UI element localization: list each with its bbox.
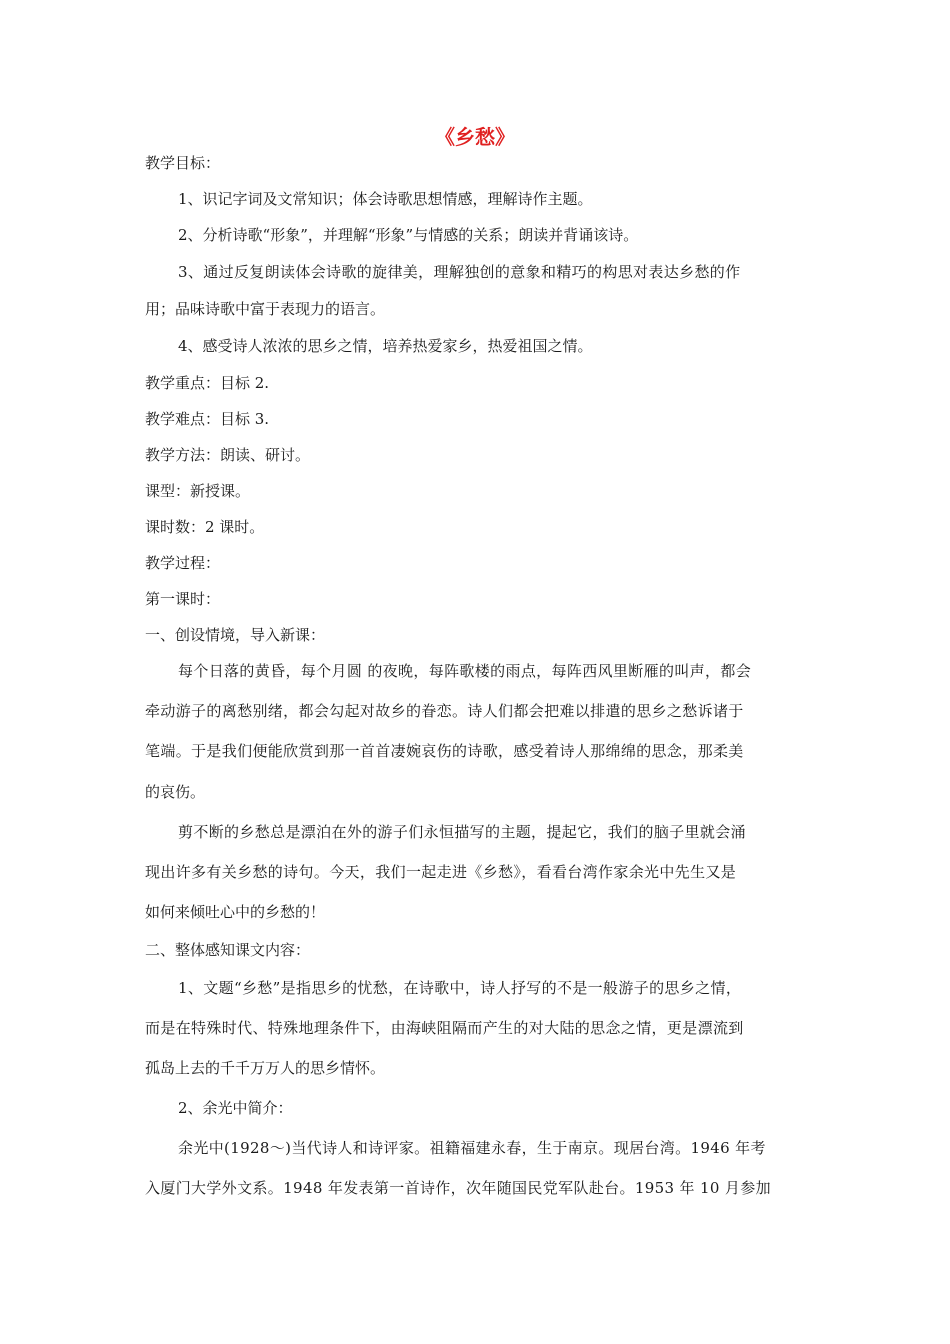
- section-1-heading: 一、创设情境，导入新课：: [145, 626, 326, 644]
- teaching-method: 教学方法：朗读、研讨。: [145, 446, 311, 464]
- heading-teaching-goals: 教学目标：: [145, 154, 221, 172]
- paragraph-line: 1、文题“乡愁”是指思乡的忧愁，在诗歌中，诗人抒写的不是一般游子的思乡之情，: [178, 979, 742, 997]
- goal-item-4: 4、感受诗人浓浓的思乡之情，培养热爱家乡，热爱祖国之情。: [178, 337, 593, 355]
- goal-item-3: 3、通过反复朗读体会诗歌的旋律美，理解独创的意象和精巧的构思对表达乡愁的作: [178, 263, 741, 281]
- paragraph-line: 每个日落的黄昏，每个月圆 的夜晚，每阵歌楼的雨点，每阵西风里断雁的叫声，都会: [178, 662, 752, 680]
- goal-item-3-continued: 用；品味诗歌中富于表现力的语言。: [145, 300, 386, 318]
- section-2-heading: 二、整体感知课文内容：: [145, 941, 311, 959]
- paragraph-line: 剪不断的乡愁总是漂泊在外的游子们永恒描写的主题，提起它，我们的脑子里就会涌: [178, 823, 746, 841]
- lesson-type: 课型：新授课。: [145, 482, 251, 500]
- goal-item-2: 2、分析诗歌“形象”，并理解“形象”与情感的关系；朗读并背诵该诗。: [178, 226, 639, 244]
- heading-teaching-process: 教学过程：: [145, 554, 221, 572]
- paragraph-line: 笔端。于是我们便能欣赏到那一首首凄婉哀伤的诗歌，感受着诗人那绵绵的思念，那柔美: [145, 742, 744, 760]
- paragraph-line: 如何来倾吐心中的乡愁的！: [145, 903, 326, 921]
- paragraph-line: 的哀伤。: [145, 783, 206, 801]
- heading-first-lesson: 第一课时：: [145, 590, 221, 608]
- document-title: 《乡愁》: [435, 125, 515, 149]
- teaching-focus: 教学重点：目标 2.: [145, 374, 270, 392]
- paragraph-line: 而是在特殊时代、特殊地理条件下，由海峡阻隔而产生的对大陆的思念之情，更是漂流到: [145, 1019, 744, 1037]
- lesson-hours: 课时数：2 课时。: [145, 518, 265, 536]
- paragraph-line: 孤岛上去的千千万万人的思乡情怀。: [145, 1059, 386, 1077]
- subheading-author-intro: 2、余光中简介：: [178, 1099, 293, 1117]
- teaching-difficulty: 教学难点：目标 3.: [145, 410, 270, 428]
- paragraph-line: 余光中(1928～)当代诗人和诗评家。祖籍福建永春，生于南京。现居台湾。1946 年考: [178, 1139, 766, 1157]
- goal-item-1: 1、识记字词及文常知识；体会诗歌思想情感，理解诗作主题。: [178, 190, 593, 208]
- paragraph-line: 现出许多有关乡愁的诗句。今天，我们一起走进《乡愁》，看看台湾作家余光中先生又是: [145, 863, 737, 881]
- paragraph-line: 牵动游子的离愁别绪，都会勾起对故乡的眷恋。诗人们都会把难以排遣的思乡之愁诉诸于: [145, 702, 744, 720]
- paragraph-line: 入厦门大学外文系。1948 年发表第一首诗作，次年随国民党军队赴台。1953 年 10 月参加: [145, 1179, 771, 1197]
